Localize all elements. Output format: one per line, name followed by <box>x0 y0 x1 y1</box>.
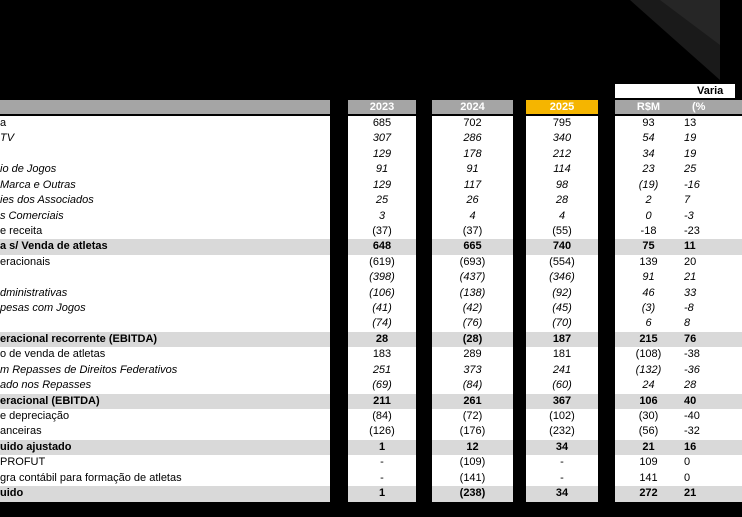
value-2025: 241 <box>526 363 598 378</box>
value-2024: 26 <box>432 193 513 208</box>
value-var-rs: 91 <box>615 270 682 285</box>
table-row <box>0 378 720 393</box>
value-2025: 4 <box>526 209 598 224</box>
row-label: eracional recorrente (EBITDA) <box>0 332 330 347</box>
table-row <box>0 455 720 470</box>
value-var-rs: 46 <box>615 286 682 301</box>
row-label: PROFUT <box>0 455 330 470</box>
value-var-pct: 19 <box>682 131 742 146</box>
value-2024: (37) <box>432 224 513 239</box>
value-2025: (45) <box>526 301 598 316</box>
value-2023: 251 <box>348 363 416 378</box>
value-2023: 28 <box>348 332 416 347</box>
value-var-rs: 75 <box>615 239 682 254</box>
value-2025: (92) <box>526 286 598 301</box>
table-row <box>0 162 720 177</box>
value-2024: 91 <box>432 162 513 177</box>
value-2025: 340 <box>526 131 598 146</box>
value-2023: (74) <box>348 316 416 331</box>
row-label: io de Jogos <box>0 162 330 177</box>
value-var-pct: 25 <box>682 162 742 177</box>
value-2023: (106) <box>348 286 416 301</box>
value-2024: 665 <box>432 239 513 254</box>
value-var-rs: (56) <box>615 424 682 439</box>
value-2025: (232) <box>526 424 598 439</box>
value-2023: 307 <box>348 131 416 146</box>
value-2024: (84) <box>432 378 513 393</box>
row-label: Marca e Outras <box>0 178 330 193</box>
table-row <box>0 440 720 455</box>
value-var-rs: 34 <box>615 147 682 162</box>
value-2023: 183 <box>348 347 416 362</box>
value-2023: 211 <box>348 394 416 409</box>
value-var-rs: 272 <box>615 486 682 501</box>
value-2024: (138) <box>432 286 513 301</box>
value-var-pct: 20 <box>682 255 742 270</box>
header-label-cell <box>0 100 330 114</box>
value-2023: - <box>348 471 416 486</box>
value-var-rs: (108) <box>615 347 682 362</box>
row-label: uido ajustado <box>0 440 330 455</box>
variation-header: Varia <box>615 84 735 98</box>
value-2025: 212 <box>526 147 598 162</box>
table-row <box>0 394 720 409</box>
row-label: pesas com Jogos <box>0 301 330 316</box>
value-2025: 187 <box>526 332 598 347</box>
value-var-rs: 54 <box>615 131 682 146</box>
value-var-pct: 16 <box>682 440 742 455</box>
value-var-rs: 6 <box>615 316 682 331</box>
value-var-rs: 141 <box>615 471 682 486</box>
value-var-pct: 8 <box>682 316 742 331</box>
col-header-2023: 2023 <box>348 100 416 114</box>
value-2025: (102) <box>526 409 598 424</box>
row-label: uido <box>0 486 330 501</box>
value-2025: (346) <box>526 270 598 285</box>
value-2023: (398) <box>348 270 416 285</box>
value-2024: 702 <box>432 116 513 131</box>
value-var-rs: (30) <box>615 409 682 424</box>
value-2023: 25 <box>348 193 416 208</box>
row-label: gra contábil para formação de atletas <box>0 471 330 486</box>
row-label: ado nos Repasses <box>0 378 330 393</box>
value-2023: 1 <box>348 440 416 455</box>
value-var-pct: 0 <box>682 471 742 486</box>
value-2024: (28) <box>432 332 513 347</box>
value-var-pct: 21 <box>682 486 742 501</box>
value-var-rs: 24 <box>615 378 682 393</box>
value-2023: (619) <box>348 255 416 270</box>
value-var-pct: -40 <box>682 409 742 424</box>
financial-table <box>0 116 720 502</box>
table-row <box>0 424 720 439</box>
value-var-pct: 11 <box>682 239 742 254</box>
value-var-rs: 93 <box>615 116 682 131</box>
value-2025: 114 <box>526 162 598 177</box>
value-2023: (69) <box>348 378 416 393</box>
table-row <box>0 316 720 331</box>
value-var-rs: 2 <box>615 193 682 208</box>
row-label: ies dos Associados <box>0 193 330 208</box>
table-row <box>0 270 720 285</box>
value-2023: 129 <box>348 178 416 193</box>
value-2025: - <box>526 455 598 470</box>
table-row <box>0 147 720 162</box>
value-2025: (554) <box>526 255 598 270</box>
value-2024: 178 <box>432 147 513 162</box>
col-header-rs: R$M <box>615 100 682 114</box>
value-2024: (76) <box>432 316 513 331</box>
value-2023: 1 <box>348 486 416 501</box>
table-row <box>0 116 720 131</box>
value-2024: (109) <box>432 455 513 470</box>
row-label: eracionais <box>0 255 330 270</box>
table-row <box>0 347 720 362</box>
value-var-rs: 106 <box>615 394 682 409</box>
table-row <box>0 239 720 254</box>
value-var-pct: -16 <box>682 178 742 193</box>
row-label: a <box>0 116 330 131</box>
value-var-pct: 7 <box>682 193 742 208</box>
table-row <box>0 131 720 146</box>
value-2025: 98 <box>526 178 598 193</box>
value-var-pct: -38 <box>682 347 742 362</box>
value-2025: 740 <box>526 239 598 254</box>
value-2024: (42) <box>432 301 513 316</box>
row-label <box>0 147 330 162</box>
value-var-pct: -3 <box>682 209 742 224</box>
value-2024: (176) <box>432 424 513 439</box>
row-label <box>0 270 330 285</box>
table-row <box>0 255 720 270</box>
value-var-pct: 33 <box>682 286 742 301</box>
row-label: TV <box>0 131 330 146</box>
value-2025: - <box>526 471 598 486</box>
value-2025: 28 <box>526 193 598 208</box>
value-var-pct: -23 <box>682 224 742 239</box>
col-header-2025: 2025 <box>526 100 598 114</box>
value-var-rs: (19) <box>615 178 682 193</box>
value-var-rs: 23 <box>615 162 682 177</box>
row-label: eracional (EBITDA) <box>0 394 330 409</box>
value-2023: (41) <box>348 301 416 316</box>
value-2023: 648 <box>348 239 416 254</box>
value-2025: 795 <box>526 116 598 131</box>
col-header-pct: (% <box>682 100 742 114</box>
row-label: a s/ Venda de atletas <box>0 239 330 254</box>
value-2023: - <box>348 455 416 470</box>
corner-decoration <box>630 0 720 80</box>
value-2024: (693) <box>432 255 513 270</box>
value-var-rs: 215 <box>615 332 682 347</box>
row-label: dministrativas <box>0 286 330 301</box>
value-2025: (55) <box>526 224 598 239</box>
table-row <box>0 471 720 486</box>
value-2023: 3 <box>348 209 416 224</box>
table-row <box>0 224 720 239</box>
value-var-pct: 13 <box>682 116 742 131</box>
value-var-rs: -18 <box>615 224 682 239</box>
table-row <box>0 301 720 316</box>
value-2024: 12 <box>432 440 513 455</box>
value-2024: (72) <box>432 409 513 424</box>
row-label: s Comerciais <box>0 209 330 224</box>
value-var-pct: 28 <box>682 378 742 393</box>
value-2025: 34 <box>526 486 598 501</box>
table-row <box>0 193 720 208</box>
value-2025: (70) <box>526 316 598 331</box>
value-2023: 129 <box>348 147 416 162</box>
value-2024: 4 <box>432 209 513 224</box>
value-var-rs: (132) <box>615 363 682 378</box>
row-label: e depreciação <box>0 409 330 424</box>
value-2023: (126) <box>348 424 416 439</box>
value-var-pct: -8 <box>682 301 742 316</box>
value-2024: 117 <box>432 178 513 193</box>
value-2025: 34 <box>526 440 598 455</box>
value-2024: 373 <box>432 363 513 378</box>
value-var-rs: 21 <box>615 440 682 455</box>
value-var-pct: 19 <box>682 147 742 162</box>
row-label: o de venda de atletas <box>0 347 330 362</box>
value-2025: 367 <box>526 394 598 409</box>
value-var-pct: 21 <box>682 270 742 285</box>
value-2025: (60) <box>526 378 598 393</box>
value-2023: (37) <box>348 224 416 239</box>
value-var-rs: 0 <box>615 209 682 224</box>
value-2025: 181 <box>526 347 598 362</box>
value-2023: 91 <box>348 162 416 177</box>
row-label: anceiras <box>0 424 330 439</box>
value-2024: (238) <box>432 486 513 501</box>
value-2024: 289 <box>432 347 513 362</box>
table-row <box>0 409 720 424</box>
row-label: m Repasses de Direitos Federativos <box>0 363 330 378</box>
value-var-rs: (3) <box>615 301 682 316</box>
value-2024: 261 <box>432 394 513 409</box>
row-label: e receita <box>0 224 330 239</box>
table-row <box>0 209 720 224</box>
row-label <box>0 316 330 331</box>
value-2023: 685 <box>348 116 416 131</box>
col-header-2024: 2024 <box>432 100 513 114</box>
table-row <box>0 286 720 301</box>
value-var-pct: 76 <box>682 332 742 347</box>
table-row <box>0 178 720 193</box>
value-var-pct: 40 <box>682 394 742 409</box>
value-2024: (141) <box>432 471 513 486</box>
value-var-pct: 0 <box>682 455 742 470</box>
value-2024: 286 <box>432 131 513 146</box>
value-2023: (84) <box>348 409 416 424</box>
value-var-pct: -36 <box>682 363 742 378</box>
table-row <box>0 332 720 347</box>
value-var-rs: 139 <box>615 255 682 270</box>
value-var-rs: 109 <box>615 455 682 470</box>
table-row <box>0 363 720 378</box>
value-2024: (437) <box>432 270 513 285</box>
value-var-pct: -32 <box>682 424 742 439</box>
table-row <box>0 486 720 501</box>
